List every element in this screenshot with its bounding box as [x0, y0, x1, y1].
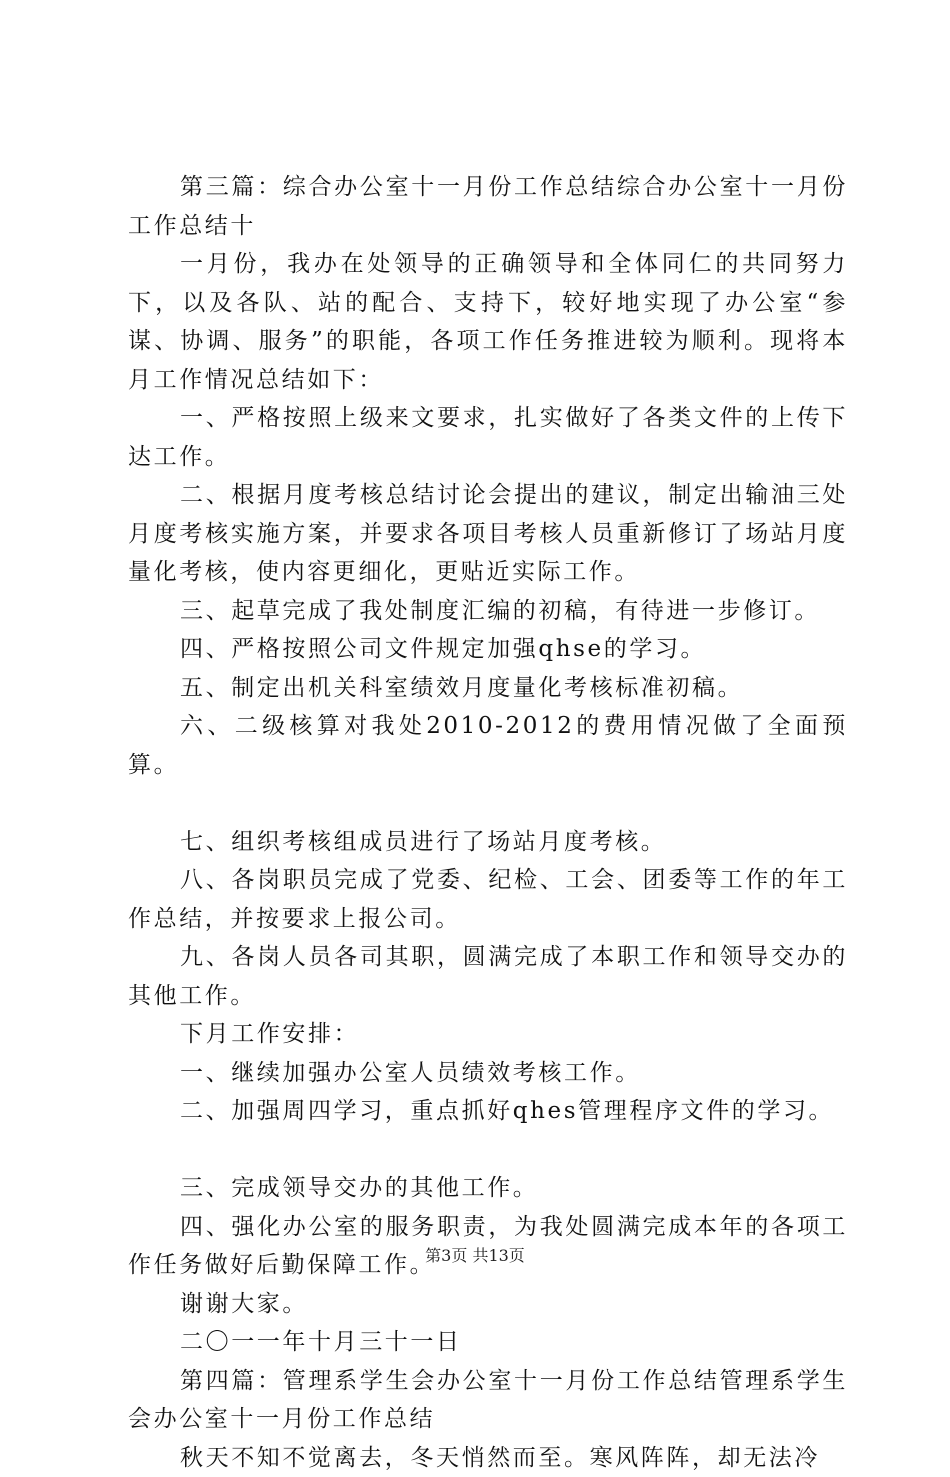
- paragraph: 三、起草完成了我处制度汇编的初稿，有待进一步修订。: [128, 592, 848, 631]
- paragraph: 五、制定出机关科室绩效月度量化考核标准初稿。: [128, 669, 848, 708]
- paragraph: 三、完成领导交办的其他工作。: [128, 1169, 848, 1208]
- blank-line: [128, 1131, 848, 1170]
- paragraph-subheading: 下月工作安排：: [128, 1015, 848, 1054]
- page-footer: 第3页 共13页: [0, 1243, 950, 1266]
- blank-line: [128, 784, 848, 823]
- paragraph: 秋天不知不觉离去，冬天悄然而至。寒风阵阵，却无法冷: [128, 1439, 848, 1477]
- paragraph: 四、严格按照公司文件规定加强qhse的学习。: [128, 630, 848, 669]
- paragraph: 四、强化办公室的服务职责，为我处圆满完成本年的各项工作任务做好后勤保障工作。: [128, 1208, 848, 1285]
- paragraph: 一月份，我办在处领导的正确领导和全体同仁的共同努力下，以及各队、站的配合、支持下，较好地实现了办公室“参谋、协调、服务”的职能，各项工作任务推进较为顺利。现将本月工作情况总结如下：: [128, 245, 848, 399]
- paragraph: 七、组织考核组成员进行了场站月度考核。: [128, 823, 848, 862]
- paragraph-date: 二〇一一年十月三十一日: [128, 1323, 848, 1362]
- paragraph: 九、各岗人员各司其职，圆满完成了本职工作和领导交办的其他工作。: [128, 938, 848, 1015]
- paragraph-heading-3: 第三篇：综合办公室十一月份工作总结综合办公室十一月份工作总结十: [128, 168, 848, 245]
- paragraph: 一、继续加强办公室人员绩效考核工作。: [128, 1054, 848, 1093]
- paragraph: 一、严格按照上级来文要求，扎实做好了各类文件的上传下达工作。: [128, 399, 848, 476]
- document-body: [128, 168, 848, 1477]
- paragraph: 二、根据月度考核总结讨论会提出的建议，制定出输油三处月度考核实施方案，并要求各项目考核人员重新修订了场站月度量化考核，使内容更细化，更贴近实际工作。: [128, 476, 848, 592]
- paragraph: 八、各岗职员完成了党委、纪检、工会、团委等工作的年工作总结，并按要求上报公司。: [128, 861, 848, 938]
- paragraph-closing: 谢谢大家。: [128, 1285, 848, 1324]
- paragraph-heading-4: 第四篇：管理系学生会办公室十一月份工作总结管理系学生会办公室十一月份工作总结: [128, 1362, 848, 1439]
- paragraph: 六、二级核算对我处2010-2012的费用情况做了全面预算。: [128, 707, 848, 784]
- paragraph: 二、加强周四学习，重点抓好qhes管理程序文件的学习。: [128, 1092, 848, 1131]
